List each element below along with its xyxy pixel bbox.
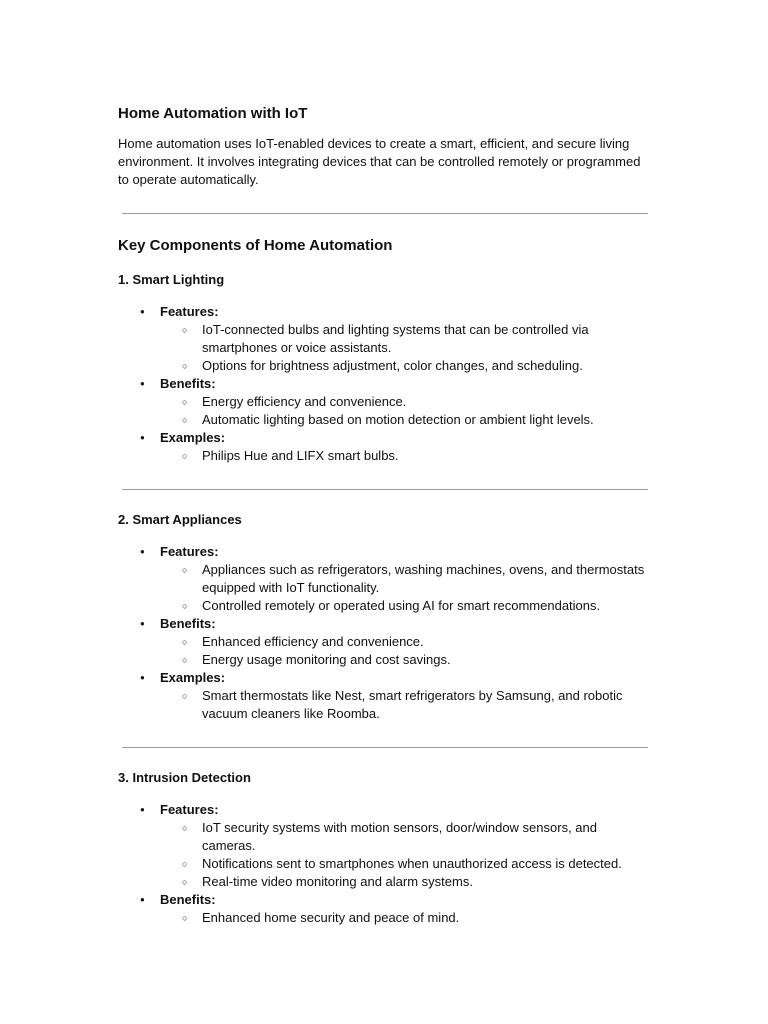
sub-list-item: ○ IoT security systems with motion sensors, door/window sensors, and cameras.	[160, 819, 650, 855]
sub-list	[160, 819, 650, 891]
sub-list-item: ○ Real-time video monitoring and alarm systems.	[160, 873, 650, 891]
sub-list-item: ○ Appliances such as refrigerators, washing machines, ovens, and thermostats equipped with IoT functionality.	[160, 561, 650, 597]
benefits-label: ● Benefits:	[160, 892, 216, 907]
divider	[122, 747, 648, 748]
list-item	[118, 543, 650, 615]
intrusion-detection-list	[118, 801, 650, 927]
examples-label: ● Examples:	[160, 670, 226, 685]
sub-list-item: ○ Notifications sent to smartphones when unauthorized access is detected.	[160, 855, 650, 873]
list-item	[118, 429, 650, 465]
list-item	[118, 615, 650, 669]
sub-list	[160, 393, 650, 429]
smart-lighting-list	[118, 303, 650, 465]
sub-list-item: ○ Controlled remotely or operated using AI for smart recommendations.	[160, 597, 650, 615]
document-body	[118, 104, 650, 927]
list-item	[118, 303, 650, 375]
document-title: Home Automation with IoT	[118, 105, 308, 122]
features-label: ● Features:	[160, 304, 219, 319]
examples-label: ● Examples:	[160, 430, 226, 445]
sub-list-item: ○ Enhanced home security and peace of mind.	[160, 909, 650, 927]
smart-lighting-heading: 1. Smart Lighting	[118, 272, 225, 287]
sub-list	[160, 321, 650, 375]
sub-list-item: ○ Energy efficiency and convenience.	[160, 393, 650, 411]
features-label: ● Features:	[160, 544, 219, 559]
sub-list-item: ○ Smart thermostats like Nest, smart refrigerators by Samsung, and robotic vacuum cleaners like Roomba.	[160, 687, 650, 723]
sub-list	[160, 633, 650, 669]
list-item	[118, 801, 650, 891]
sub-list-item: ○ Options for brightness adjustment, color changes, and scheduling.	[160, 357, 650, 375]
sub-list	[160, 909, 650, 927]
benefits-label: ● Benefits:	[160, 616, 216, 631]
section-heading: Key Components of Home Automation	[118, 237, 393, 254]
sub-list-item: ○ Energy usage monitoring and cost savings.	[160, 651, 650, 669]
divider	[122, 213, 648, 214]
sub-list	[160, 687, 650, 723]
sub-list-item: ○ Enhanced efficiency and convenience.	[160, 633, 650, 651]
smart-appliances-list	[118, 543, 650, 723]
sub-list-item: ○ Automatic lighting based on motion detection or ambient light levels.	[160, 411, 650, 429]
sub-list	[160, 561, 650, 615]
sub-list-item: ○ Philips Hue and LIFX smart bulbs.	[160, 447, 650, 465]
intrusion-detection-heading: 3. Intrusion Detection	[118, 770, 251, 785]
benefits-label: ● Benefits:	[160, 376, 216, 391]
list-item	[118, 375, 650, 429]
intro-paragraph: Home automation uses IoT-enabled devices to create a smart, efficient, and secure living environment. It involves integrating devices that can be controlled remotely or programmed to operate automatically.	[118, 136, 641, 187]
list-item	[118, 891, 650, 927]
features-label: ● Features:	[160, 802, 219, 817]
list-item	[118, 669, 650, 723]
smart-appliances-heading: 2. Smart Appliances	[118, 512, 242, 527]
sub-list-item: ○ IoT-connected bulbs and lighting systems that can be controlled via smartphones or voice assistants.	[160, 321, 650, 357]
sub-list	[160, 447, 650, 465]
divider	[122, 489, 648, 490]
